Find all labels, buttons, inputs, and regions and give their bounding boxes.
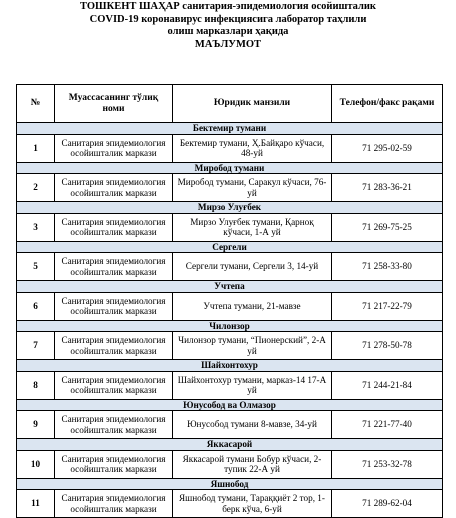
institution-name: Санитария эпидемиология осойишталик маркази [55, 371, 173, 399]
district-name: Яшнобод [17, 478, 443, 490]
district-name: Шайхонтохур [17, 360, 443, 372]
row-number: 2 [17, 174, 55, 202]
row-number: 1 [17, 134, 55, 162]
legal-address: Учтепа тумани, 21-мавзе [173, 292, 332, 320]
district-name: Яккасарой [17, 439, 443, 451]
legal-address: Бектемир тумани, Ҳ.Байқаро кўчаси, 48-уй [173, 134, 332, 162]
phone-number: 71 269-75-25 [332, 213, 443, 241]
legal-address: Яшнобод тумани, Тараққиёт 2 тор, 1-берк кўча, 6-уй [173, 490, 332, 518]
district-name: Мирзо Улуғбек [17, 202, 443, 214]
phone-number: 71 253-32-78 [332, 450, 443, 478]
legal-address: Яккасарой тумани Бобур кўчаси, 2-тупик 22-А уй [173, 450, 332, 478]
district-name: Чилонзор [17, 320, 443, 332]
district-name: Миробод тумани [17, 162, 443, 174]
phone-number: 71 244-21-84 [332, 371, 443, 399]
column-header-number: № [17, 85, 55, 123]
table-header-row [17, 85, 443, 123]
phone-number: 71 289-62-04 [332, 490, 443, 518]
phone-number: 71 258-33-80 [332, 253, 443, 281]
phone-number: 71 221-77-40 [332, 411, 443, 439]
phone-number: 71 217-22-79 [332, 292, 443, 320]
institution-name: Санитария эпидемиология осойишталик маркази [55, 253, 173, 281]
table-row [17, 134, 443, 162]
institution-name: Санитария эпидемиология осойишталик маркази [55, 490, 173, 518]
title-line-1: ТОШКЕНТ ШАҲАР санитария-эпидемиология осойишталик [80, 1, 376, 12]
row-number: 6 [17, 292, 55, 320]
institution-name: Санитария эпидемиология осойишталик маркази [55, 332, 173, 360]
title-line-3: олиш марказлари ҳақида [167, 26, 289, 37]
district-name: Бектемир тумани [17, 123, 443, 135]
row-number: 8 [17, 371, 55, 399]
institution-name: Санитария эпидемиология осойишталик маркази [55, 213, 173, 241]
district-row [17, 399, 443, 411]
institution-name: Санитария эпидемиология осойишталик маркази [55, 450, 173, 478]
phone-number: 71 295-02-59 [332, 134, 443, 162]
district-name: Юнусобод ва Олмазор [17, 399, 443, 411]
centers-table [16, 84, 443, 518]
column-header-phone: Телефон/факс рақами [332, 85, 443, 123]
district-row [17, 281, 443, 293]
district-name: Сергели [17, 241, 443, 253]
district-row [17, 162, 443, 174]
district-row [17, 360, 443, 372]
legal-address: Мирзо Улуғбек тумани, Қарноқ кўчаси, 1-А уй [173, 213, 332, 241]
row-number: 5 [17, 253, 55, 281]
legal-address: Сергели тумани, Сергели 3, 14-уй [173, 253, 332, 281]
district-name: Учтепа [17, 281, 443, 293]
document-header [0, 1, 456, 51]
column-header-name: Муассасанинг тўлиқ номи [55, 85, 173, 123]
phone-number: 71 283-36-21 [332, 174, 443, 202]
district-row [17, 478, 443, 490]
institution-name: Санитария эпидемиология осойишталик маркази [55, 174, 173, 202]
table-row [17, 450, 443, 478]
institution-name: Санитария эпидемиология осойишталик маркази [55, 411, 173, 439]
table-row [17, 371, 443, 399]
row-number: 7 [17, 332, 55, 360]
institution-name: Санитария эпидемиология осойишталик маркази [55, 292, 173, 320]
title-line-4: МАЪЛУМОТ [194, 38, 262, 50]
row-number: 3 [17, 213, 55, 241]
district-row [17, 202, 443, 214]
district-row [17, 439, 443, 451]
column-header-address: Юридик манзили [173, 85, 332, 123]
row-number: 10 [17, 450, 55, 478]
table-body [17, 123, 443, 518]
title-line-2: COVID-19 коронавирус инфекциясига лаборатор таҳлили [89, 13, 367, 25]
table-row [17, 332, 443, 360]
row-number: 11 [17, 490, 55, 518]
table-row [17, 174, 443, 202]
table-row [17, 292, 443, 320]
district-row [17, 320, 443, 332]
table-row [17, 213, 443, 241]
district-row [17, 123, 443, 135]
district-row [17, 241, 443, 253]
legal-address: Миробод тумани, Саракул кўчаси, 76-уй [173, 174, 332, 202]
table-row [17, 490, 443, 518]
row-number: 9 [17, 411, 55, 439]
phone-number: 71 278-50-78 [332, 332, 443, 360]
legal-address: Чилонзор тумани, “Пионерский”, 2-А уй [173, 332, 332, 360]
legal-address: Юнусобод тумани 8-мавзе, 34-уй [173, 411, 332, 439]
table-row [17, 411, 443, 439]
table-row [17, 253, 443, 281]
legal-address: Шайхонтохур тумани, марказ-14 17-А уй [173, 371, 332, 399]
institution-name: Санитария эпидемиология осойишталик маркази [55, 134, 173, 162]
